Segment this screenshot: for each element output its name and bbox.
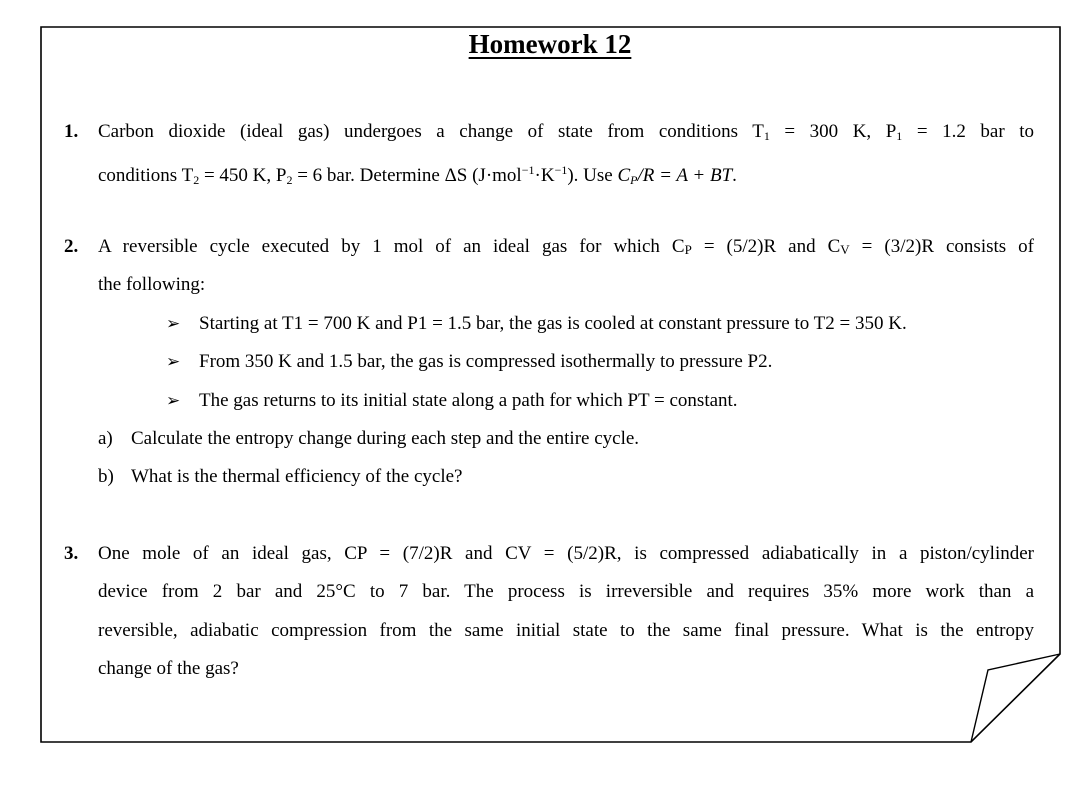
problem-text-line: change of the gas? [98,658,239,679]
page-title: Homework 12 [468,29,632,59]
problem-text-line: conditions $T_2 = 450$ K, $P_2 = 6$ bar. Determine ΔS $(J\cdot mol^{-1}\cdot K^{-1})$. Use $C_P/R = A$ + BT. [98,163,737,187]
problem-number: 1. [64,121,79,142]
subquestion-label: b) [98,466,114,487]
subquestion-text: Calculate the entropy change during each step and the entire cycle. [131,428,640,449]
bullet-item: Starting at T1 = 700 K and P1 = 1.5 bar, the gas is cooled at constant pressure to T2 = 350 K. [199,313,907,334]
bullet-item: The gas returns to its initial state along a path for which PT = constant. [199,390,738,411]
subquestion-label: a) [98,428,113,449]
bullet-item: From 350 K and 1.5 bar, the gas is compressed isothermally to pressure P2. [199,351,773,372]
problem-number: 3. [64,543,79,564]
problem-text-line: device from 2 bar and 25°C to 7 bar. The process is irreversible and requires 35% more work than a [98,581,1034,602]
bullet-arrow-icon: ➢ [166,352,181,371]
problem-number: 2. [64,236,79,257]
problem-text-line: the following: [98,274,206,295]
bullet-arrow-icon: ➢ [166,391,181,410]
subquestion-text: What is the thermal efficiency of the cycle? [131,466,463,487]
bullet-arrow-icon: ➢ [166,314,181,333]
problem-text-line: A reversible cycle executed by 1 mol of an ideal gas for which CP = (5/2)R and CV = (3/2)R consists of [98,236,1034,257]
problem-text-line: reversible, adiabatic compression from the same initial state to the same final pressure. What is the entropy [98,620,1034,641]
problem-text-line: One mole of an ideal gas, CP = (7/2)R and CV = (5/2)R, is compressed adiabatically in a piston/cylinder [98,543,1034,564]
problem-text-line: Carbon dioxide (ideal gas) undergoes a change of state from conditions $T_1 = 300$ K, $P_1 = 1.2$ bar to [98,121,1034,143]
